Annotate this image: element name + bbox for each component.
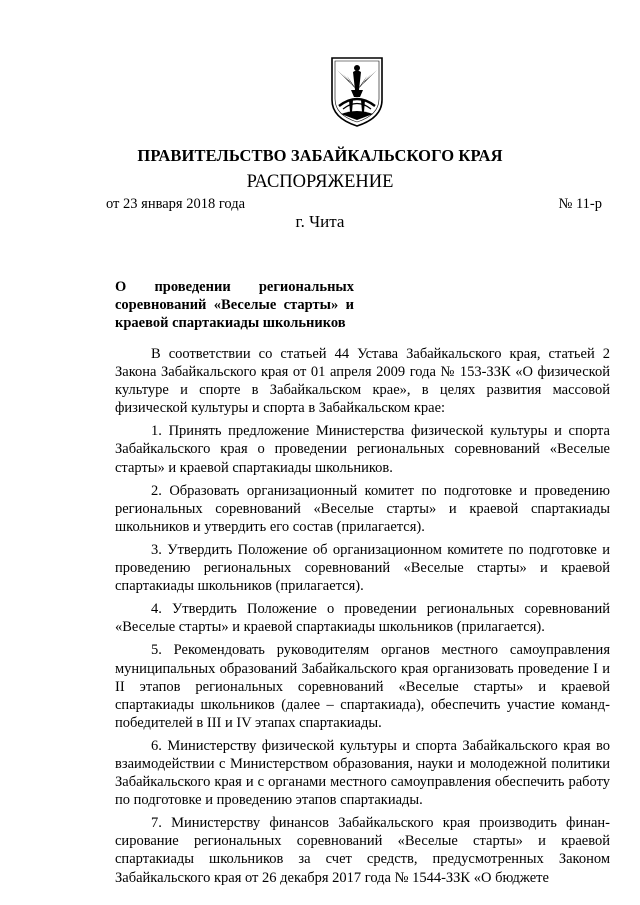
document-type: РАСПОРЯЖЕНИЕ	[246, 172, 394, 192]
city-name: г. Чита	[295, 212, 345, 231]
coat-of-arms-icon	[329, 56, 385, 128]
document-number: № 11-р	[558, 196, 602, 212]
subject-line: соревнований «Веселые старты» и	[115, 297, 354, 313]
clause-paragraph: 2. Образовать организационный комитет по подготовке и проведению региональных соревнований «Веселые старты» и краевой спартакиады школьников и утвердить его состав (прилагается).	[115, 482, 610, 535]
clause-paragraph: 7. Министерству финансов Забайкальского края производить финан-сирование региональных соревнований «Веселые старты» и краевой спартакиады школьников за счет средств, предусмотренных Законом Забайкальского края от 26 декабря 2017 года № 1544-ЗЗК «О бюджете	[115, 815, 610, 886]
clause-paragraph: 3. Утвердить Положение об организационном комитете по подготовке и проведению региональных соревнований «Веселые старты» и краевой спартакиады школьников (прилагается).	[115, 541, 610, 595]
clause-paragraph: 4. Утвердить Положение о проведении региональных соревнований «Веселые старты» и краевой спартакиады школьников (прилагается).	[115, 601, 610, 636]
document-date: от 23 января 2018 года	[106, 196, 246, 212]
clause-paragraph: 6. Министерству физической культуры и спорта Забайкальского края во взаимодействии с Министерством образования, науки и молодежной политики Забайкальского края и с органами местного самоуправления обеспечить работу по подготовке и проведению этапов спартакиады.	[115, 737, 610, 809]
preamble-paragraph: В соответствии со статьей 44 Устава Забайкальского края, статьей 2 Закона Забайкальского края от 01 апреля 2009 года № 153-ЗЗК «О физической культуре и спорте в Забайкальском крае», в целях развития массовой физической культуры и спорта в Забайкальском крае:	[115, 346, 610, 417]
government-title: ПРАВИТЕЛЬСТВО ЗАБАЙКАЛЬСКОГО КРАЯ	[137, 146, 503, 165]
subject-line: краевой спартакиады школьников	[115, 315, 346, 331]
clause-paragraph: 1. Принять предложение Министерства физической культуры и спорта Забайкальского края о проведении региональных соревнований «Веселые старты» и краевой спартакиады школьников.	[115, 423, 610, 476]
clause-paragraph: 5. Рекомендовать руководителям органов местного самоуправления муниципальных образований Забайкальского края организовать проведение I и II этапов региональных соревнований «Веселые старты» и краевой спартакиады школьников (далее – спартакиада), обеспечить участие команд-победителей в III и IV этапах спартакиады.	[115, 642, 610, 731]
document-subject	[115, 278, 354, 332]
document-body	[115, 345, 610, 887]
subject-line: О проведении региональных	[115, 279, 354, 295]
